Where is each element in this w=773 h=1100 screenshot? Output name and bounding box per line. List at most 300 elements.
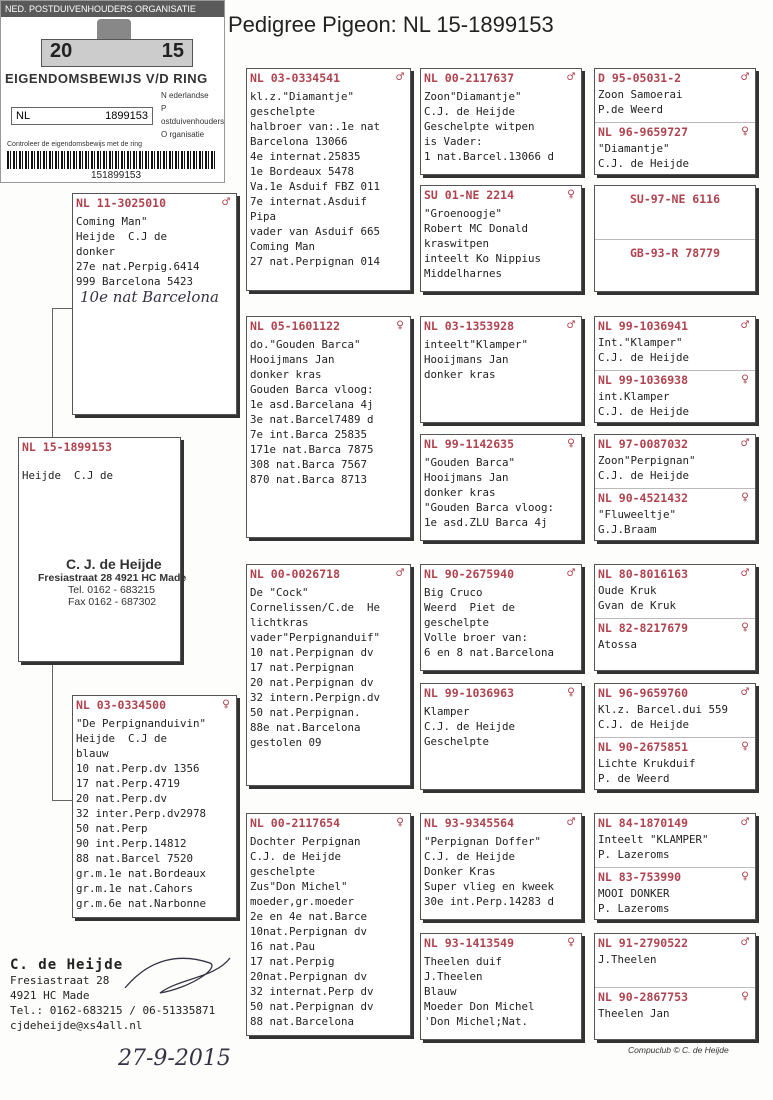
detail-line: C.J. de Heijde — [598, 351, 690, 364]
detail-line: Middelharnes — [424, 267, 503, 280]
credit: Compuclub © C. de Heijde — [628, 1045, 729, 1055]
detail-line: geschelpte — [424, 616, 490, 629]
stamp-name: C. J. de Heijde — [66, 556, 162, 572]
ring-text: NL 99-1036938 — [598, 373, 689, 387]
ring-text: NL 83-753990 — [598, 870, 682, 884]
detail-line: C.J. de Heijde — [598, 157, 690, 170]
great-great-grandparents-box — [594, 316, 756, 423]
detail-line: do."Gouden Barca" — [250, 338, 361, 351]
pigeon-details — [595, 507, 755, 537]
ring-number — [595, 69, 755, 87]
detail-line: 1e asd.ZLU Barca 4j — [424, 516, 548, 529]
great-grandparent-box — [420, 933, 582, 1040]
great-great-grandparents-box — [594, 683, 756, 790]
detail-line: Pipa — [250, 210, 277, 223]
female-icon: ♀ — [741, 989, 749, 1004]
pigeon-details — [421, 337, 581, 382]
ring-text: NL 93-1413549 — [424, 936, 515, 950]
ring-text: NL 90-2867753 — [598, 990, 689, 1004]
female-icon: ♀ — [741, 490, 749, 505]
pigeon-details — [595, 87, 755, 117]
ring-text: NL 03-1353928 — [424, 319, 515, 333]
logo-line: N ederlandse — [161, 91, 209, 100]
great-grandparent-box — [420, 683, 582, 790]
detail-line: P.de Weerd — [598, 103, 664, 116]
detail-line: Barcelona 13066 — [250, 135, 348, 148]
ancestor-entry — [595, 317, 755, 370]
detail-line: 32 internat.Perp dv — [250, 985, 374, 998]
ring-text: NL 00-2117654 — [250, 816, 341, 830]
detail-line: Oude Kruk — [598, 584, 657, 597]
detail-line: Theelen duif — [424, 955, 503, 968]
male-icon: ♂ — [396, 70, 404, 85]
ring-text: NL 03-0334541 — [250, 71, 341, 85]
detail-line: kl.z."Diamantje" — [250, 90, 355, 103]
detail-line: 1 nat.Barcel.13066 d — [424, 150, 555, 163]
detail-line: 17 nat.Perpig — [250, 955, 335, 968]
ring-number — [595, 684, 755, 702]
female-icon: ♀ — [396, 318, 404, 333]
detail-line: 16 nat.Pau — [250, 940, 316, 953]
ancestor-entry — [595, 435, 755, 488]
ring-number — [595, 619, 755, 637]
male-icon: ♂ — [741, 815, 749, 830]
year-right: 15 — [161, 40, 184, 62]
detail-line: 32 inter.Perp.dv2978 — [76, 807, 207, 820]
male-icon: ♂ — [567, 815, 575, 830]
ring-number — [73, 696, 236, 714]
detail-line: Zoon"Perpignan" — [598, 454, 696, 467]
ancestor-entry — [595, 684, 755, 737]
detail-line: G.J.Braam — [598, 523, 657, 536]
male-icon: ♂ — [567, 318, 575, 333]
great-great-grandparents-box — [594, 933, 756, 1040]
ancestor-entry — [595, 488, 755, 541]
detail-line: 88 nat.Barcelona — [250, 1015, 355, 1028]
grandparent-box — [246, 813, 411, 1036]
female-icon: ♀ — [567, 436, 575, 451]
ring-text: NL 96-9659760 — [598, 686, 689, 700]
great-great-grandparents-box — [594, 813, 756, 920]
ring-number — [73, 194, 236, 212]
pigeon-details — [595, 886, 755, 916]
detail-line: donker kras — [250, 368, 322, 381]
ring-number — [595, 565, 755, 583]
ring-text: NL 15-1899153 — [22, 440, 113, 454]
card-org: NED. POSTDUIVENHOUDERS ORGANISATIE — [1, 1, 224, 17]
detail-line: "Gouden Barca" — [424, 456, 516, 469]
female-icon: ♀ — [741, 124, 749, 139]
ancestor-entry — [595, 814, 755, 867]
great-grandparent-box — [420, 185, 582, 292]
pigeon-details — [595, 453, 755, 483]
detail-line: Zus"Don Michel" — [250, 880, 348, 893]
detail-line: kraswitpen — [424, 237, 490, 250]
detail-line: 17 nat.Perpignan — [250, 661, 355, 674]
detail-line: gestolen 09 — [250, 736, 322, 749]
detail-line: J.Theelen — [598, 953, 657, 966]
handwritten-note: 10e nat Barcelona — [80, 288, 219, 306]
pigeon-details — [73, 716, 236, 911]
pigeon-details — [421, 455, 581, 530]
male-icon: ♂ — [741, 566, 749, 581]
detail-line: 308 nat.Barca 7567 — [250, 458, 368, 471]
detail-line: "Diamantje" — [598, 142, 670, 155]
female-icon: ♀ — [741, 372, 749, 387]
detail-line: 7e internat.Asduif — [250, 195, 368, 208]
pigeon-details — [595, 141, 755, 171]
ring-text: NL 82-8217679 — [598, 621, 689, 635]
ancestor-entry — [595, 934, 755, 987]
pigeon-details — [247, 337, 410, 487]
connector-line — [52, 800, 72, 801]
pigeon-details — [421, 89, 581, 164]
ring-number — [421, 435, 581, 453]
ring-text: NL 99-1036941 — [598, 319, 689, 333]
ring-number — [421, 565, 581, 583]
ring-text: NL 90-4521432 — [598, 491, 689, 505]
ancestor-entry — [595, 122, 755, 175]
detail-line: 870 nat.Barca 8713 — [250, 473, 368, 486]
ring-number — [595, 123, 755, 141]
detail-line: Big Cruco — [424, 586, 483, 599]
stamp-address: Fresiastraat 28 4921 HC Made — [38, 572, 187, 584]
pigeon-details — [595, 952, 755, 967]
detail-line: 10nat.Perpignan dv — [250, 925, 368, 938]
subject-pigeon-box — [18, 437, 181, 662]
detail-line: donker kras — [424, 486, 496, 499]
detail-line: inteelt Ko Nippius — [424, 252, 542, 265]
owner-name: C. de Heijde — [10, 957, 124, 973]
connector-line — [52, 662, 53, 800]
ring-text: NL 03-0334500 — [76, 698, 167, 712]
great-great-grandparents-box — [594, 434, 756, 541]
detail-line: Volle broer van: — [424, 631, 529, 644]
detail-line: 10 nat.Perp.dv 1356 — [76, 762, 200, 775]
connector-line — [52, 308, 53, 440]
connector-line — [52, 308, 72, 309]
detail-line: 10 nat.Perpignan dv — [250, 646, 374, 659]
detail-line: Kl.z. Barcel.dui 559 — [598, 703, 729, 716]
detail-line: 171e nat.Barca 7875 — [250, 443, 374, 456]
ring-text: D 95-05031-2 — [598, 71, 682, 85]
detail-line: 2e en 4e nat.Barce — [250, 910, 368, 923]
ring-text: NL 90-2675851 — [598, 740, 689, 754]
stamp-fax: Fax 0162 - 687302 — [68, 596, 157, 608]
detail-line: is Vader: — [424, 135, 483, 148]
pigeon-details — [421, 954, 581, 1029]
ring-number — [421, 317, 581, 335]
detail-line: MOOI DONKER — [598, 887, 670, 900]
detail-line: vader van Asduif 665 — [250, 225, 381, 238]
ring-text: NL 97-0087032 — [598, 437, 689, 451]
detail-line: 1e asd.Barcelana 4j — [250, 398, 374, 411]
handwritten-date: 27-9-2015 — [118, 1046, 231, 1071]
great-grandparent-box — [420, 564, 582, 671]
owner-street: Fresiastraat 28 — [10, 974, 110, 987]
detail-line: Heijde C.J de — [76, 230, 168, 243]
female-icon: ♀ — [741, 620, 749, 635]
detail-line: 999 Barcelona 5423 — [76, 275, 194, 288]
detail-line: 88 nat.Barcel 7520 — [76, 852, 194, 865]
detail-line: De "Cock" — [250, 586, 309, 599]
detail-line: Cornelissen/C.de He — [250, 601, 381, 614]
ancestor-entry — [595, 737, 755, 790]
breeder-stamp — [38, 556, 186, 608]
detail-line: halbroer van:.1e nat — [250, 120, 381, 133]
detail-line: P. de Weerd — [598, 772, 670, 785]
detail-line: 20 nat.Perpignan dv — [250, 676, 374, 689]
detail-line: moeder,gr.moeder — [250, 895, 355, 908]
detail-line: Zoon Samoerai — [598, 88, 683, 101]
pigeon-details — [595, 389, 755, 419]
detail-line: "De Perpignanduivin" — [76, 717, 207, 730]
ring-text: NL 00-0026718 — [250, 567, 341, 581]
detail-line: "Perpignan Doffer" — [424, 835, 542, 848]
male-icon: ♂ — [567, 566, 575, 581]
ring-number — [595, 489, 755, 507]
ring-number — [595, 988, 755, 1006]
detail-line: Klamper — [424, 705, 470, 718]
pigeon-details — [421, 585, 581, 660]
detail-line: 50 nat.Perpignan dv — [250, 1000, 374, 1013]
female-icon: ♀ — [222, 697, 230, 712]
male-icon: ♂ — [222, 195, 230, 210]
card-number: 1899153 — [105, 110, 148, 122]
signature — [120, 948, 240, 1008]
npo-logo — [161, 89, 224, 141]
pigeon-details — [247, 834, 410, 1029]
great-great-grandparents-box — [594, 68, 756, 175]
male-icon: ♂ — [741, 70, 749, 85]
detail-line: Heijde C.J de — [22, 469, 114, 482]
detail-line: Va.1e Asduif FBZ 011 — [250, 180, 381, 193]
female-icon: ♀ — [741, 869, 749, 884]
parent-box — [72, 695, 237, 918]
detail-line: 17 nat.Perp.4719 — [76, 777, 181, 790]
detail-line: Donker Kras — [424, 865, 496, 878]
detail-line: gr.m.1e nat.Bordeaux — [76, 867, 207, 880]
detail-line: "Fluweeltje" — [598, 508, 677, 521]
ring-number — [595, 371, 755, 389]
ring-number — [595, 244, 755, 262]
detail-line: P. Lazeroms — [598, 902, 670, 915]
ring-number — [595, 868, 755, 886]
great-grandparent-box — [420, 316, 582, 423]
female-icon: ♀ — [741, 739, 749, 754]
grandparent-box — [246, 316, 411, 538]
detail-line: 3e nat.Barcel7489 d — [250, 413, 374, 426]
pigeon-details — [595, 1006, 755, 1021]
detail-line: Coming Man" — [76, 215, 148, 228]
detail-line: 6 en 8 nat.Barcelona — [424, 646, 555, 659]
page-title: Pedigree Pigeon: NL 15-1899153 — [228, 12, 554, 37]
great-great-grandparents-box — [594, 185, 756, 292]
owner-tel: Tel.: 0162-683215 / 06-51335871 — [10, 1004, 216, 1017]
detail-line: "Groenoogje" — [424, 207, 503, 220]
ring-text: NL 80-8016163 — [598, 567, 689, 581]
detail-line: inteelt"Klamper" — [424, 338, 529, 351]
stamp-tel: Tel. 0162 - 683215 — [68, 584, 155, 596]
detail-line: lichtkras — [250, 616, 309, 629]
female-icon: ♀ — [396, 815, 404, 830]
ancestor-entry — [595, 987, 755, 1040]
detail-line: 20nat.Perpignan dv — [250, 970, 368, 983]
ring-text: GB-93-R 78779 — [629, 246, 720, 260]
logo-line: O rganisatie — [161, 130, 205, 139]
pigeon-details — [421, 834, 581, 909]
ring-text: NL 96-9659727 — [598, 125, 689, 139]
ring-number — [595, 934, 755, 952]
grandparent-box — [246, 68, 411, 291]
great-grandparent-box — [420, 434, 582, 541]
detail-line: gr.m.6e nat.Narbonne — [76, 897, 207, 910]
ring-number — [421, 69, 581, 87]
detail-line: 88e nat.Barcelona — [250, 721, 361, 734]
detail-line: "Gouden Barca vloog: — [424, 501, 555, 514]
ring-number — [247, 565, 410, 583]
detail-line: Gvan de Kruk — [598, 599, 677, 612]
owner-email: cjdeheijde@xs4all.nl — [10, 1019, 143, 1032]
great-grandparent-box — [420, 813, 582, 920]
detail-line: donker kras — [424, 368, 496, 381]
male-icon: ♂ — [741, 685, 749, 700]
pigeon-details — [595, 637, 755, 652]
ancestor-entry — [595, 69, 755, 122]
ring-text: NL 91-2790522 — [598, 936, 689, 950]
card-year — [41, 39, 193, 67]
detail-line: Lichte Krukduif — [598, 757, 696, 770]
ring-number — [595, 317, 755, 335]
detail-line: 32 intern.Perpign.dv — [250, 691, 381, 704]
ring-ownership-card — [0, 0, 225, 183]
ring-number — [595, 814, 755, 832]
owner-city: 4921 HC Made — [10, 989, 90, 1002]
detail-line: C.J. de Heijde — [598, 405, 690, 418]
pigeon-details — [247, 585, 410, 750]
year-left: 20 — [50, 40, 73, 62]
ring-text: NL 05-1601122 — [250, 319, 341, 333]
detail-line: 7e int.Barca 25835 — [250, 428, 368, 441]
ancestor-entry — [595, 239, 755, 292]
ring-number — [247, 69, 410, 87]
detail-line: gr.m.1e nat.Cahors — [76, 882, 194, 895]
detail-line: C.J. de Heijde — [424, 720, 516, 733]
ring-number — [421, 934, 581, 952]
detail-line: Geschelpte witpen — [424, 120, 535, 133]
male-icon: ♂ — [741, 935, 749, 950]
logo-line: P ostduivenhouders — [161, 104, 225, 126]
detail-line: Super vlieg en kweek — [424, 880, 555, 893]
detail-line: Weerd Piet de — [424, 601, 516, 614]
barcode — [7, 151, 217, 169]
female-icon: ♀ — [567, 685, 575, 700]
ring-text: NL 99-1142635 — [424, 437, 515, 451]
detail-line: 20 nat.Perp.dv — [76, 792, 168, 805]
detail-line: 50 nat.Perpignan. — [250, 706, 361, 719]
female-icon: ♀ — [567, 935, 575, 950]
detail-line: Geschelpte — [424, 735, 490, 748]
detail-line: C.J. de Heijde — [598, 718, 690, 731]
detail-line: Hooijmans Jan — [424, 353, 509, 366]
detail-line: geschelpte — [250, 865, 316, 878]
pigeon-details — [595, 583, 755, 613]
detail-line: C.J. de Heijde — [250, 850, 342, 863]
female-icon: ♀ — [567, 187, 575, 202]
ring-number — [19, 438, 180, 456]
detail-line: C.J. de Heijde — [424, 105, 516, 118]
ancestor-entry — [595, 186, 755, 239]
ring-text: NL 90-2675940 — [424, 567, 515, 581]
pigeon-details — [595, 756, 755, 786]
detail-line: 4e internat.25835 — [250, 150, 361, 163]
detail-line: Inteelt "KLAMPER" — [598, 833, 709, 846]
detail-line: Robert MC Donald — [424, 222, 529, 235]
detail-line: int.Klamper — [598, 390, 670, 403]
detail-line: 50 nat.Perp — [76, 822, 148, 835]
detail-line: Hooijmans Jan — [424, 471, 509, 484]
detail-line: 27e nat.Perpig.6414 — [76, 260, 200, 273]
ancestor-entry — [595, 565, 755, 618]
male-icon: ♂ — [741, 436, 749, 451]
male-icon: ♂ — [396, 566, 404, 581]
ring-number — [421, 186, 581, 204]
ring-number — [421, 684, 581, 702]
barcode-number: 151899153 — [91, 170, 142, 181]
detail-line: Heijde C.J de — [76, 732, 168, 745]
male-icon: ♂ — [567, 70, 575, 85]
detail-line: donker — [76, 245, 116, 258]
detail-line: Blauw — [424, 985, 457, 998]
card-ring-field — [11, 107, 153, 125]
detail-line: geschelpte — [250, 105, 316, 118]
detail-line: Theelen Jan — [598, 1007, 670, 1020]
grandparent-box — [246, 564, 411, 786]
ring-text: NL 99-1036963 — [424, 686, 515, 700]
detail-line: J.Theelen — [424, 970, 483, 983]
pigeon-details — [595, 335, 755, 365]
ring-text: SU-97-NE 6116 — [629, 192, 720, 206]
great-grandparent-box — [420, 68, 582, 175]
ring-number — [421, 814, 581, 832]
great-great-grandparents-box — [594, 564, 756, 671]
ring-number — [595, 190, 755, 208]
card-control-text: Controleer de eigendomsbewijs met de ring — [7, 141, 143, 148]
detail-line: vader"Perpignanduif" — [250, 631, 381, 644]
pigeon-details — [595, 702, 755, 732]
ancestor-entry — [595, 370, 755, 423]
detail-line: 'Don Michel;Nat. — [424, 1015, 529, 1028]
detail-line: 30e int.Perp.14283 d — [424, 895, 555, 908]
detail-line: Coming Man — [250, 240, 316, 253]
detail-line: Dochter Perpignan — [250, 835, 361, 848]
ancestor-entry — [595, 618, 755, 671]
ring-text: SU 01-NE 2214 — [424, 188, 515, 202]
detail-line: C.J. de Heijde — [598, 469, 690, 482]
detail-line: Atossa — [598, 638, 638, 651]
card-cert-title: EIGENDOMSBEWIJS V/D RING — [5, 71, 208, 86]
pigeon-details — [247, 89, 410, 269]
detail-line: Moeder Don Michel — [424, 1000, 535, 1013]
detail-line: Int."Klamper" — [598, 336, 683, 349]
male-icon: ♂ — [741, 318, 749, 333]
detail-line: 90 int.Perp.14812 — [76, 837, 187, 850]
detail-line: C.J. de Heijde — [424, 850, 516, 863]
pigeon-details — [595, 832, 755, 862]
detail-line: 1e Bordeaux 5478 — [250, 165, 355, 178]
detail-line: Zoon"Diamantje" — [424, 90, 522, 103]
ring-text: NL 84-1870149 — [598, 816, 689, 830]
